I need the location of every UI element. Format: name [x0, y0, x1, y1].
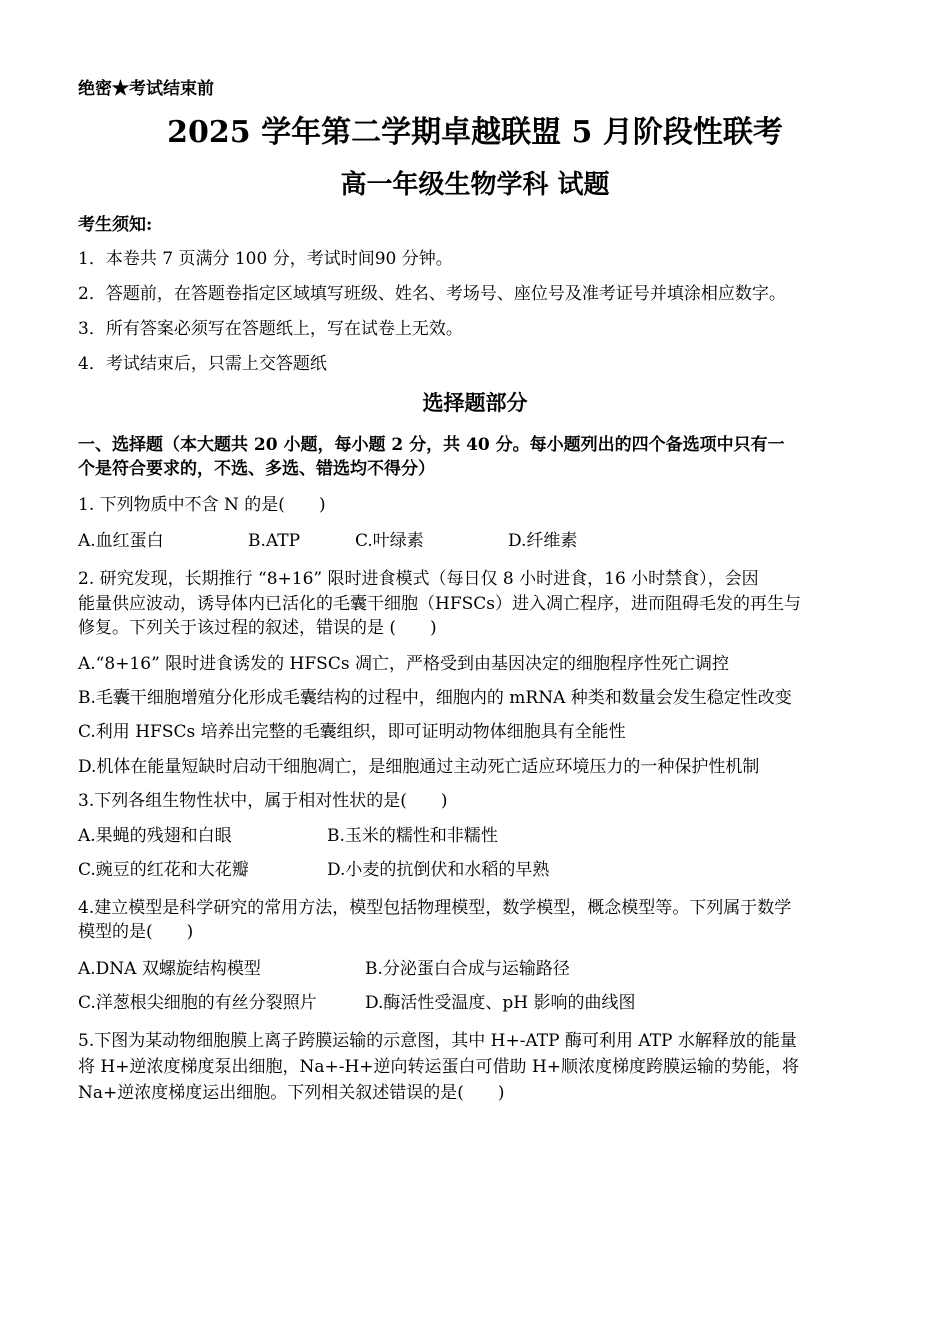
q3-option-d: D.小麦的抗倒伏和水稻的早熟 [327, 860, 550, 880]
exam-title: 2025 学年第二学期卓越联盟 5 月阶段性联考 [167, 115, 783, 150]
notice-heading: 考生须知: [78, 215, 153, 235]
question-3-stem: 3.下列各组生物性状中，属于相对性状的是( ) [78, 791, 448, 811]
q2-option-b: B.毛囊干细胞增殖分化形成毛囊结构的过程中，细胞内的 mRNA 种类和数量会发生稳定性改变 [78, 688, 792, 708]
question-5-stem: 将 H+逆浓度梯度泵出细胞，Na+-H+逆向转运蛋白可借助 H+顺浓度梯度跨膜运输的势能，将 [78, 1057, 800, 1077]
q3-option-c: C.豌豆的红花和大花瓣 [78, 860, 249, 880]
q4-option-a: A.DNA 双螺旋结构模型 [78, 959, 261, 979]
q1-option-b: B.ATP [248, 531, 301, 551]
q2-option-d: D.机体在能量短缺时启动干细胞凋亡，是细胞通过主动死亡适应环境压力的一种保护性机制 [78, 757, 760, 777]
notice-item: 3．所有答案必须写在答题纸上，写在试卷上无效。 [78, 319, 463, 339]
section-instruction: 一、选择题（本大题共 20 小题，每小题 2 分，共 40 分。每小题列出的四个备选项中只有一 [78, 435, 785, 455]
q2-option-a: A.“8+16” 限时进食诱发的 HFSCs 凋亡，严格受到由基因决定的细胞程序性死亡调控 [78, 654, 729, 674]
q3-option-a: A.果蝇的残翅和白眼 [78, 826, 232, 846]
q1-option-a: A.血红蛋白 [78, 531, 164, 551]
q2-option-c: C.利用 HFSCs 培养出完整的毛囊组织，即可证明动物体细胞具有全能性 [78, 722, 626, 742]
section-instruction: 个是符合要求的，不选、多选、错选均不得分） [78, 459, 435, 479]
question-2-stem: 修复。下列关于该过程的叙述，错误的是 ( ) [78, 618, 437, 638]
q4-option-c: C.洋葱根尖细胞的有丝分裂照片 [78, 993, 317, 1013]
question-4-stem: 模型的是( ) [78, 922, 194, 942]
notice-item: 2．答题前，在答题卷指定区域填写班级、姓名、考场号、座位号及准考证号并填涂相应数字。 [78, 284, 786, 304]
exam-subtitle: 高一年级生物学科 试题 [340, 170, 610, 200]
q3-option-b: B.玉米的糯性和非糯性 [327, 826, 498, 846]
notice-item: 1．本卷共 7 页满分 100 分，考试时间90 分钟。 [78, 249, 453, 269]
q4-option-d: D.酶活性受温度、pH 影响的曲线图 [365, 993, 636, 1013]
question-5-stem: Na+逆浓度梯度运出细胞。下列相关叙述错误的是( ) [78, 1083, 505, 1103]
question-2-stem: 2. 研究发现，长期推行 “8+16” 限时进食模式（每日仅 8 小时进食，16 小时禁食），会因 [78, 569, 759, 589]
q1-option-c: C.叶绿素 [355, 531, 424, 551]
section-title: 选择题部分 [422, 390, 528, 415]
question-4-stem: 4.建立模型是科学研究的常用方法，模型包括物理模型，数学模型，概念模型等。下列属于数学 [78, 898, 792, 918]
notice-item: 4．考试结束后，只需上交答题纸 [78, 354, 327, 374]
question-5-stem: 5.下图为某动物细胞膜上离子跨膜运输的示意图，其中 H+-ATP 酶可利用 ATP 水解释放的能量 [78, 1031, 797, 1051]
question-2-stem: 能量供应波动，诱导体内已活化的毛囊干细胞（HFSCs）进入凋亡程序，进而阻碍毛发的再生与 [78, 594, 801, 614]
secret-mark: 绝密★考试结束前 [78, 79, 214, 99]
q1-option-d: D.纤维素 [508, 531, 578, 551]
q4-option-b: B.分泌蛋白合成与运输路径 [365, 959, 570, 979]
question-1-stem: 1. 下列物质中不含 N 的是( ) [78, 495, 326, 515]
